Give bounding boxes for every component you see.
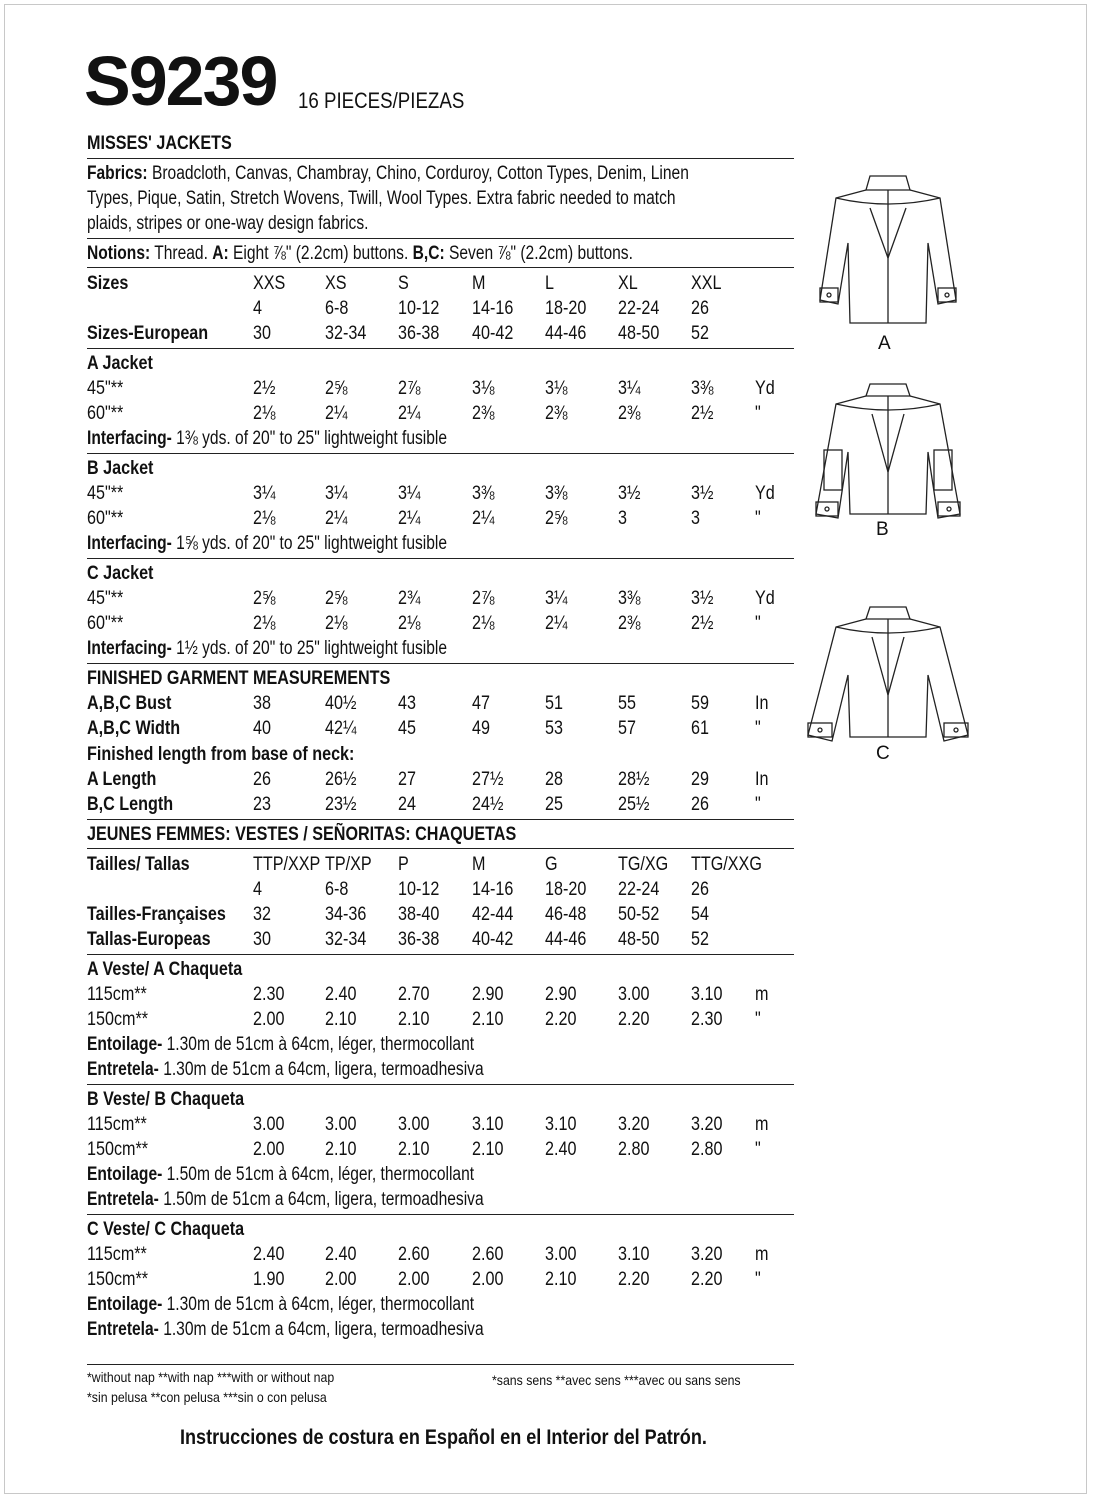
fabrics-line-1: Fabrics: Broadcloth, Canvas, Chambray, Chino, Corduroy, Cotton Types, Denim, Linen bbox=[87, 163, 689, 184]
divider bbox=[87, 453, 794, 454]
divider bbox=[87, 1364, 794, 1365]
divider bbox=[87, 238, 794, 239]
footnote-fr: *sans sens **avec sens ***avec ou sans sens bbox=[492, 1372, 741, 1388]
a-veste-entoilage: Entoilage- 1.30m de 51cm à 64cm, léger, thermocollant bbox=[87, 1034, 475, 1055]
footnote-es: *sin pelusa **con pelusa ***sin o con pelusa bbox=[87, 1389, 327, 1405]
a-veste-entretela: Entretela- 1.30m de 51cm a 64cm, ligera, termoadhesiva bbox=[87, 1059, 484, 1080]
b-veste-entretela: Entretela- 1.50m de 51cm a 64cm, ligera, termoadhesiva bbox=[87, 1189, 484, 1210]
b-jacket-interfacing: Interfacing- 1⅝ yds. of 20" to 25" lightweight fusible bbox=[87, 533, 448, 554]
fabrics-line-2: Types, Pique, Satin, Stretch Wovens, Twill, Wool Types. Extra fabric needed to match bbox=[87, 188, 676, 209]
divider bbox=[87, 267, 794, 268]
jacket-c-illustration bbox=[804, 605, 972, 745]
notions: Notions: Thread. A: Eight ⅞" (2.2cm) buttons. B,C: Seven ⅞" (2.2cm) buttons. bbox=[87, 243, 633, 264]
divider bbox=[87, 348, 794, 349]
figure-b-label: B bbox=[876, 519, 889, 540]
spanish-instructions-note: Instrucciones de costura en Español en el Interior del Patrón. bbox=[180, 1426, 707, 1449]
divider bbox=[87, 158, 794, 159]
divider bbox=[87, 819, 794, 820]
divider bbox=[87, 663, 794, 664]
a-jacket-interfacing: Interfacing- 1⅜ yds. of 20" to 25" lightweight fusible bbox=[87, 428, 448, 449]
figure-c-label: C bbox=[876, 743, 890, 764]
pattern-title: MISSES' JACKETS bbox=[87, 133, 232, 154]
footnote-en: *without nap **with nap ***with or without nap bbox=[87, 1369, 335, 1385]
b-veste-entoilage: Entoilage- 1.50m de 51cm à 64cm, léger, thermocollant bbox=[87, 1164, 475, 1185]
divider bbox=[87, 1084, 794, 1085]
jacket-a-illustration bbox=[808, 168, 968, 328]
divider bbox=[87, 1214, 794, 1215]
c-veste-entoilage: Entoilage- 1.30m de 51cm à 64cm, léger, thermocollant bbox=[87, 1294, 475, 1315]
fabrics-line-3: plaids, stripes or one-way design fabrics. bbox=[87, 213, 369, 234]
jacket-b-illustration bbox=[808, 382, 968, 522]
divider bbox=[87, 558, 794, 559]
pieces-count: 16 PIECES/PIEZAS bbox=[298, 88, 465, 113]
c-veste-entretela: Entretela- 1.30m de 51cm a 64cm, ligera, termoadhesiva bbox=[87, 1319, 484, 1340]
divider bbox=[87, 954, 794, 955]
c-jacket-interfacing: Interfacing- 1½ yds. of 20" to 25" lightweight fusible bbox=[87, 638, 448, 659]
divider bbox=[87, 848, 794, 849]
pattern-number: S9239 bbox=[84, 42, 277, 120]
figure-a-label: A bbox=[878, 333, 891, 354]
